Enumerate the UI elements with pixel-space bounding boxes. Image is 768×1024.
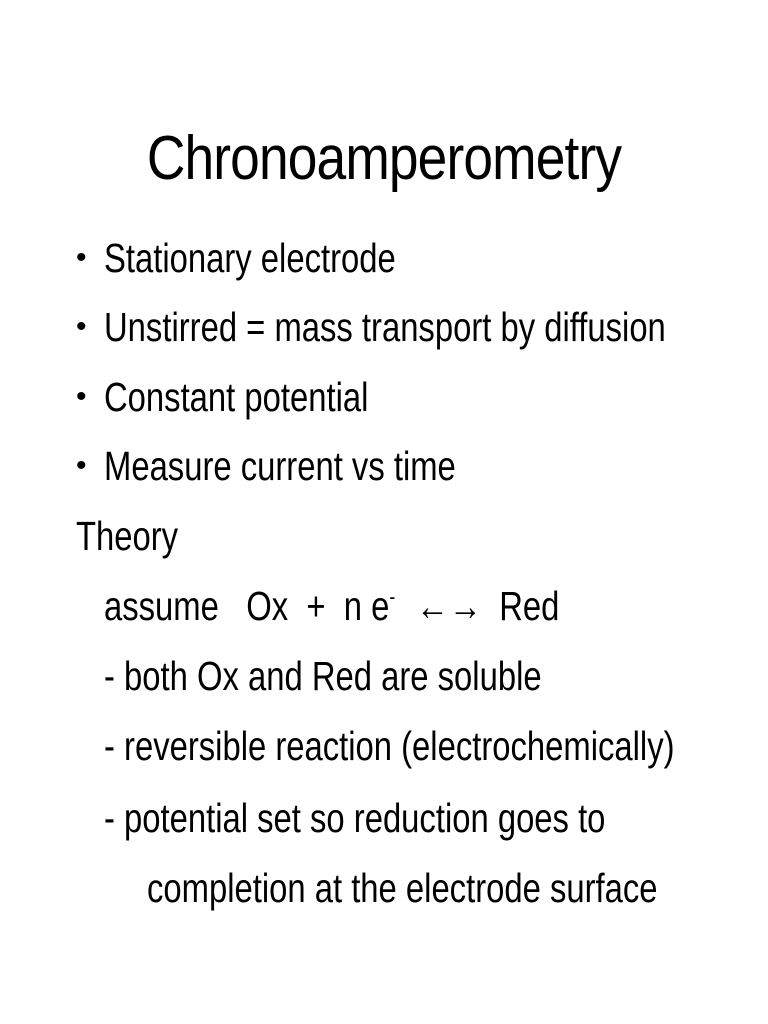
electron-superscript: - bbox=[389, 584, 396, 609]
bullet-item: Measure current vs time bbox=[104, 443, 456, 489]
slide-title: Chronoamperometry bbox=[146, 124, 622, 193]
equilibrium-arrow-icon: ←→ bbox=[416, 583, 482, 629]
bullet-item: Unstirred = mass transport by diffusion bbox=[104, 304, 666, 350]
reaction-product: Red bbox=[499, 583, 560, 629]
reaction-line bbox=[104, 582, 559, 630]
theory-point: - reversible reaction (electrochemically) bbox=[104, 723, 675, 769]
bullet-marker: • bbox=[76, 310, 87, 343]
reaction-reactant: Ox bbox=[246, 583, 289, 629]
reaction-electrons: n e bbox=[343, 583, 390, 629]
theory-point: - both Ox and Red are soluble bbox=[104, 653, 542, 699]
theory-continuation: completion at the electrode surface bbox=[147, 865, 658, 911]
reaction-plus: + bbox=[306, 583, 326, 629]
assume-label: assume bbox=[104, 583, 219, 629]
bullet-marker: • bbox=[76, 241, 87, 274]
bullet-marker: • bbox=[76, 449, 87, 482]
bullet-item: Stationary electrode bbox=[104, 235, 396, 281]
theory-heading: Theory bbox=[76, 513, 179, 559]
bullet-marker: • bbox=[76, 380, 87, 413]
bullet-item: Constant potential bbox=[104, 374, 369, 420]
theory-point: - potential set so reduction goes to bbox=[104, 795, 606, 841]
